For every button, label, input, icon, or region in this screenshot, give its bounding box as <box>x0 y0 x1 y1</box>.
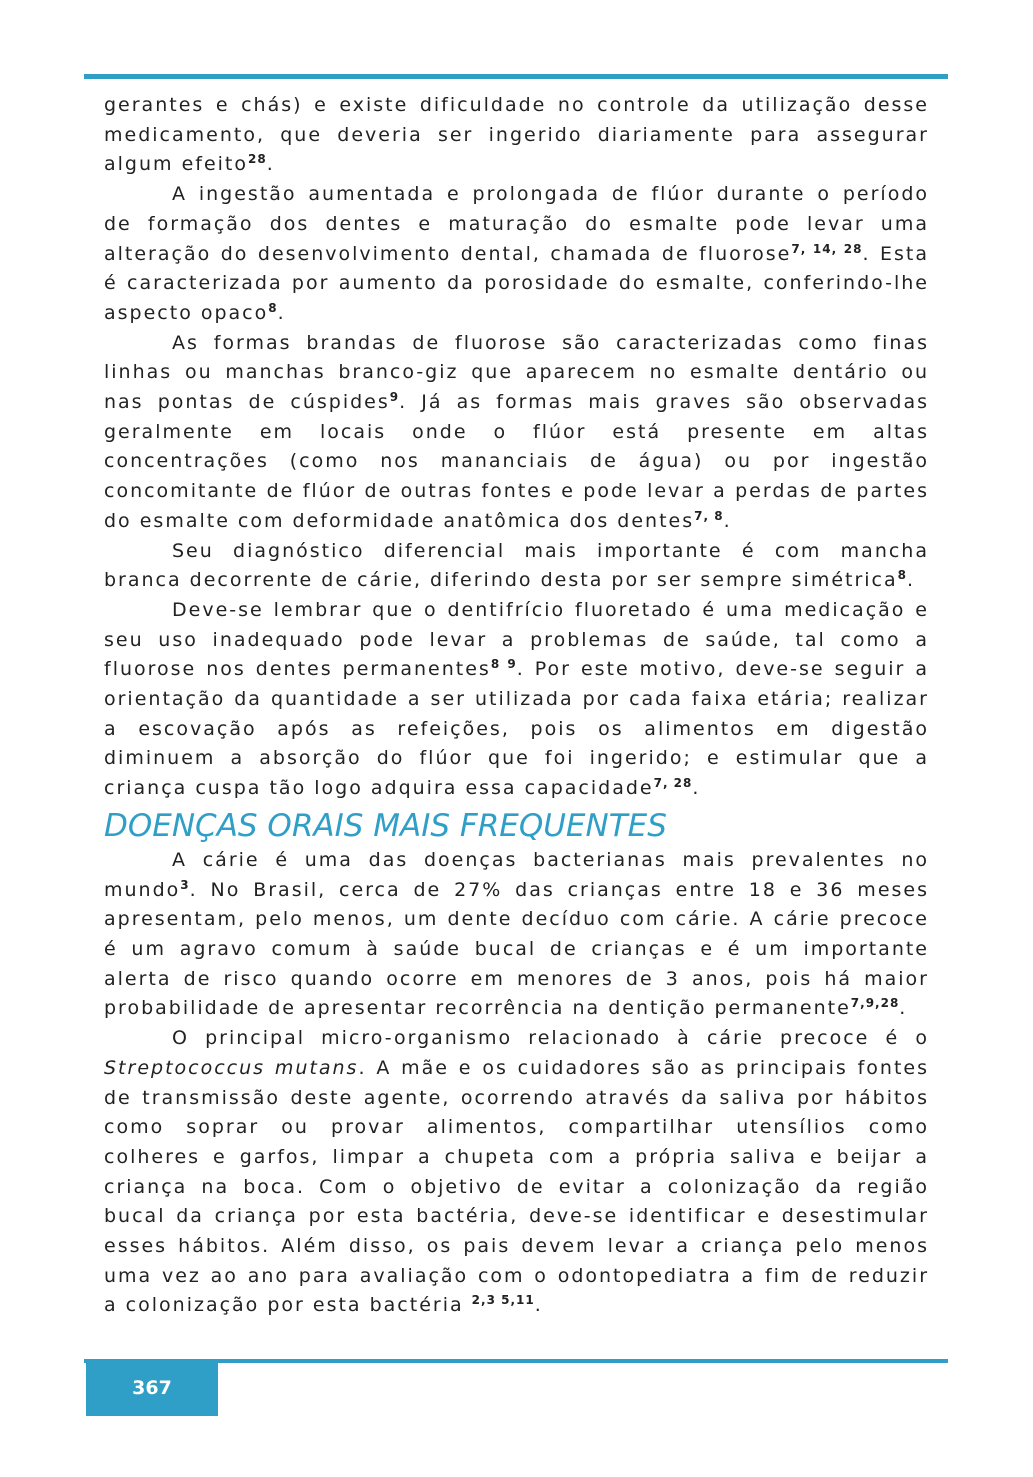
text-run: . <box>266 153 275 176</box>
text-run: . <box>692 777 701 800</box>
paragraph <box>104 596 929 804</box>
citation-superscript: 7,9,28 <box>850 996 900 1011</box>
paragraph <box>104 846 929 1024</box>
paragraph <box>104 1024 929 1321</box>
text-run: . A mãe e os cuidadores são as principais fontes de transmissão deste agente, ocorrendo através da saliva por hábitos como soprar ou provar alimentos, compartilhar utensílios como colheres e garfos, limpar a chupeta com a própria saliva e beijar a criança na boca. Com o objetivo de evitar a colonização da região bucal da criança por esta bactéria, deve-se identificar e desestimular esses hábitos. Além disso, os pais devem levar a criança pelo menos uma vez ao ano para avaliação com o odontopediatra a fim de reduzir a colonização por esta bactéria <box>104 1056 929 1317</box>
paragraph <box>104 537 929 596</box>
text-run: Deve-se lembrar que o dentifrício fluoretado é uma medicação e seu uso inadequado pode levar a problemas de saúde, tal como a fluorose nos dentes permanentes <box>104 598 929 681</box>
paragraph <box>104 329 929 537</box>
page-number-box <box>86 1361 218 1416</box>
text-run: . <box>899 997 908 1020</box>
citation-superscript: 8 <box>268 300 278 315</box>
citation-superscript: 3 <box>180 877 190 892</box>
citation-superscript: 7, 28 <box>653 776 693 791</box>
text-run: . <box>277 301 286 324</box>
text-run: . No Brasil, cerca de 27% das crianças entre 18 e 36 meses apresentam, pelo menos, um dente decíduo com cárie. A cárie precoce é um agravo comum à saúde bucal de crianças e é um importante alerta de risco quando ocorre em menores de 3 anos, pois há maior probabilidade de apresentar recorrência na dentição permanente <box>104 878 929 1020</box>
body-paragraphs <box>104 91 929 804</box>
text-run: gerantes e chás) e existe dificuldade no controle da utilização desse medicamento, que deveria ser ingerido diariamente para assegurar algum efeito <box>104 94 929 176</box>
text-run: . <box>534 1294 543 1317</box>
text-run: Seu diagnóstico diferencial mais importante é com mancha branca decorrente de cárie, diferindo desta por ser sempre simétrica <box>104 539 929 592</box>
page-number: 367 <box>132 1377 172 1399</box>
section-heading: DOENÇAS ORAIS MAIS FREQUENTES <box>104 807 667 844</box>
text-run: A cárie é uma das doenças bacterianas mais prevalentes no mundo <box>104 848 929 901</box>
text-run: O principal micro-organismo relacionado à cárie precoce é o <box>172 1027 929 1050</box>
citation-superscript: 7, 8 <box>694 508 724 523</box>
top-rule <box>84 74 948 79</box>
text-run: . Esta é caracterizada por aumento da porosidade do esmalte, conferindo-lhe aspecto opaco <box>104 242 929 324</box>
citation-superscript: 9 <box>389 390 400 405</box>
text-run: As formas brandas de fluorose são caracterizadas como finas linhas ou manchas branco-giz que aparecem no esmalte dentário ou nas pontas de cúspides <box>104 331 929 414</box>
text-run: . Já as formas mais graves são observadas geralmente em locais onde o flúor está presente em altas concentrações (como nos mananciais de água) ou por ingestão concomitante de flúor de outras fontes e pode levar a perdas de partes do esmalte com deformidade anatômica dos dentes <box>104 391 929 532</box>
text-run: . <box>907 569 916 592</box>
text-run: A ingestão aumentada e prolongada de flúor durante o período de formação dos dentes e maturação do esmalte pode levar uma alteração do desenvolvimento dental, chamada de fluorose <box>104 183 929 265</box>
section-paragraphs <box>104 846 929 1321</box>
page-body <box>104 91 929 1321</box>
text-run: . <box>723 509 732 532</box>
citation-superscript: 28 <box>248 152 267 167</box>
citation-superscript: 7, 14, 28 <box>791 241 863 256</box>
italic-text: Streptococcus mutans <box>104 1056 359 1079</box>
citation-superscript: 8 <box>897 568 908 583</box>
text-run: . Por este motivo, deve-se seguir a orientação da quantidade a ser utilizada por cada faixa etária; realizar a escovação após as refeições, pois os alimentos em digestão diminuem a absorção do flúor que foi ingerido; e estimular que a criança cuspa tão logo adquira essa capacidade <box>104 658 929 800</box>
paragraph <box>104 91 929 180</box>
paragraph <box>104 180 929 329</box>
citation-superscript: 2,3 5,11 <box>471 1293 535 1308</box>
citation-superscript: 8 9 <box>490 657 517 672</box>
